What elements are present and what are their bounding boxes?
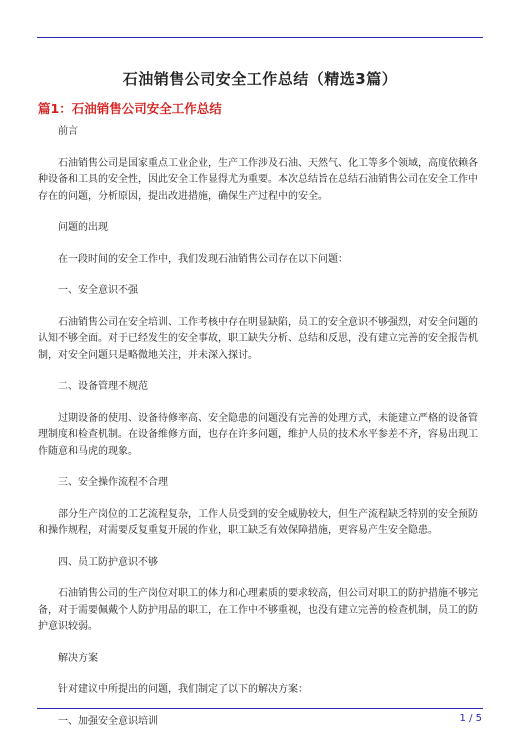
paragraph-heading-procedures: 三、安全操作流程不合理 <box>58 477 168 488</box>
paragraph-equipment-body: 过期设备的使用、设备待修率高、安全隐患的问题没有完善的处理方式，未能建立严格的设备管理制度和检查机制。在设备维修方面，也存在许多问题，维护人员的技术水平参差不齐，容易出现工作随意和马虎的现象。 <box>38 412 478 457</box>
paragraph-problems-intro: 在一段时间的安全工作中，我们发现石油销售公司存在以下问题： <box>58 253 348 265</box>
paragraph-protection-body: 石油销售公司的生产岗位对职工的体力和心理素质的要求较高，但公司对职工的防护措施不够完备，对于需要佩戴个人防护用品的职工，在工作中不够重视，也没有建立完善的检查机制，员工的防护意识较弱。 <box>38 588 478 632</box>
paragraph-preface-body: 石油销售公司是国家重点工业企业，生产工作涉及石油、天然气、化工等多个领域，高度依赖各种设备和工具的安全性，因此安全工作显得尤为重要。本次总结旨在总结石油销售公司在安全工作中存在的问题，分析原因，提出改进措施，确保生产过程中的安全。 <box>38 157 478 202</box>
paragraph-heading-training: 一、加强安全意识培训 <box>58 715 158 727</box>
paragraph-heading-safety-awareness: 一、安全意识不强 <box>58 285 138 296</box>
footer-rule <box>37 708 483 709</box>
paragraph-heading-problems: 问题的出现 <box>58 222 108 233</box>
paragraph-heading-equipment: 二、设备管理不规范 <box>58 381 148 392</box>
document-body <box>38 124 482 745</box>
paragraph-solutions-intro: 针对建议中所提出的问题，我们制定了以下的解决方案： <box>58 684 308 695</box>
paragraph-safety-awareness-body: 石油销售公司在安全培训、工作考核中存在明显缺陷，员工的安全意识不够强烈，对安全问题的认知不够全面。对于已经发生的安全事故，职工缺失分析、总结和反思，没有建立完善的安全报告机制，对安全问题只是略微地关注，并未深入探讨。 <box>38 316 478 361</box>
paragraph-heading-solutions: 解决方案 <box>58 652 98 664</box>
section-title: 篇1：石油销售公司安全工作总结 <box>38 101 222 116</box>
header-rule <box>37 37 483 38</box>
paragraph-procedures-body: 部分生产岗位的工艺流程复杂，工作人员受到的安全威胁较大，但生产流程缺乏特别的安全预防和操作规程，对需要反复重复开展的作业，职工缺乏有效保障措施，更容易产生安全隐患。 <box>38 508 478 536</box>
paragraph-heading-protection: 四、员工防护意识不够 <box>58 556 158 568</box>
document-title: 石油销售公司安全工作总结（精选3篇） <box>122 70 398 88</box>
paragraph-heading-preface: 前言 <box>58 126 78 137</box>
page-indicator: 1 / 5 <box>459 713 482 724</box>
